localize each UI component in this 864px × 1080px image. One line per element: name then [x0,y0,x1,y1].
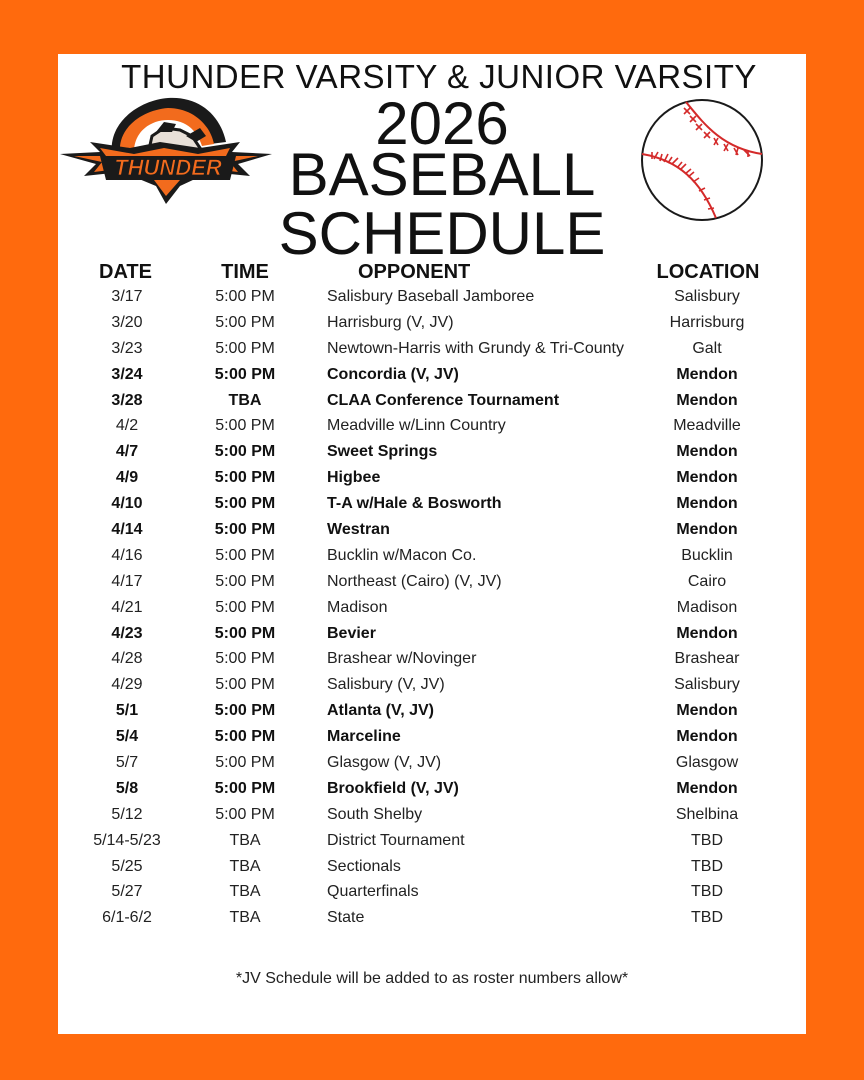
game-location: TBD [691,857,723,875]
game-location: Harrisburg [669,313,745,331]
game-opponent: Salisbury (V, JV) [327,676,445,694]
game-opponent: Bucklin w/Macon Co. [327,546,477,564]
game-date: 4/28 [111,650,143,668]
footnote: *JV Schedule will be added to as roster numbers allow* [235,970,629,987]
schedule-row [58,699,806,725]
game-date: 4/29 [111,676,143,694]
game-time: 5:00 PM [215,676,275,694]
game-opponent: Brookfield (V, JV) [327,779,459,797]
game-time: 5:00 PM [215,339,275,357]
game-opponent: Meadville w/Linn Country [327,417,506,435]
game-date: 5/12 [111,805,143,823]
game-time: 5:00 PM [215,546,275,564]
game-location: Mendon [676,728,738,746]
game-location: Mendon [676,624,738,642]
schedule-row [58,777,806,803]
game-opponent: Concordia (V, JV) [327,365,459,383]
game-date: 4/23 [111,624,143,642]
schedule-row [58,673,806,699]
game-opponent: Higbee [327,469,381,487]
heading-schedule: SCHEDULE [278,200,606,267]
game-opponent: Sweet Springs [327,443,438,461]
schedule-row [58,440,806,466]
game-time: TBA [229,857,261,875]
game-time: 5:00 PM [215,598,275,616]
column-header-location: LOCATION [656,261,760,283]
game-date: 3/20 [111,313,143,331]
schedule-row [58,647,806,673]
game-date: 5/25 [111,857,143,875]
game-location: Mendon [676,495,738,513]
game-opponent: Salisbury Baseball Jamboree [327,288,535,305]
game-location: Mendon [676,469,738,487]
game-location: Bucklin [681,546,733,564]
heading-line1: THUNDER VARSITY & JUNIOR VARSITY [121,58,757,95]
game-location: Salisbury [674,676,740,694]
game-date: 5/14-5/23 [93,831,161,849]
schedule-row [58,544,806,570]
schedule-row [58,751,806,777]
game-opponent: Atlanta (V, JV) [327,702,434,720]
schedule-row [58,622,806,648]
game-opponent: Marceline [327,728,401,746]
game-location: Mendon [676,391,738,409]
game-opponent: Quarterfinals [327,883,419,901]
game-opponent: Newtown-Harris with Grundy & Tri-County [327,339,624,357]
column-header-time: TIME [221,261,269,283]
game-opponent: Northeast (Cairo) (V, JV) [327,572,502,590]
game-location: Mendon [676,521,738,539]
game-date: 4/17 [111,572,143,590]
game-location: TBD [691,883,723,901]
game-date: 4/10 [111,495,143,513]
game-time: 5:00 PM [215,417,275,435]
game-date: 3/28 [111,391,143,409]
schedule-row [58,311,806,337]
schedule-row [58,803,806,829]
game-date: 3/23 [111,339,143,357]
game-time: 5:00 PM [215,805,275,823]
schedule-row [58,880,806,906]
schedule-table [58,285,806,932]
game-location: Galt [692,339,722,357]
game-location: Brashear [674,650,740,668]
baseball-icon [638,96,766,224]
game-time: TBA [229,831,261,849]
game-time: 5:00 PM [215,313,275,331]
game-date: 5/8 [115,779,139,797]
game-time: 5:00 PM [214,521,276,539]
game-opponent: State [327,909,365,927]
game-location: Mendon [676,779,738,797]
game-location: TBD [691,831,723,849]
game-time: 5:00 PM [214,702,276,720]
schedule-row [58,596,806,622]
schedule-row [58,414,806,440]
game-opponent: District Tournament [327,831,465,849]
game-date: 6/1-6/2 [102,909,152,927]
game-date: 5/1 [115,702,139,720]
game-opponent: T-A w/Hale & Bosworth [327,495,502,513]
game-location: TBD [691,909,723,927]
game-opponent: South Shelby [327,805,423,823]
schedule-row [58,363,806,389]
game-opponent: Glasgow (V, JV) [327,754,442,772]
game-time: 5:00 PM [215,288,275,305]
schedule-row [58,570,806,596]
logo-text: THUNDER [114,155,222,180]
game-date: 3/24 [111,365,143,383]
game-time: TBA [229,909,261,927]
game-location: Salisbury [674,288,740,305]
game-time: TBA [229,883,261,901]
game-location: Shelbina [675,805,739,823]
game-opponent: Westran [327,521,390,539]
schedule-row [58,285,806,311]
schedule-sheet [58,54,806,1034]
heading-baseball: BASEBALL [288,141,596,208]
game-date: 4/14 [111,521,143,539]
game-location: Glasgow [675,754,739,772]
game-time: 5:00 PM [215,754,275,772]
schedule-row [58,337,806,363]
game-time: 5:00 PM [214,495,276,513]
schedule-row [58,906,806,932]
game-location: Meadville [673,417,741,435]
game-location: Mendon [676,365,738,383]
game-time: 5:00 PM [214,365,276,383]
game-time: TBA [228,391,262,409]
game-date: 4/7 [115,443,139,461]
game-opponent: Sectionals [327,857,401,875]
game-location: Mendon [676,702,738,720]
schedule-row [58,855,806,881]
game-date: 4/16 [111,546,143,564]
game-date: 5/7 [115,754,139,772]
thunder-logo [60,92,272,212]
game-time: 5:00 PM [214,624,276,642]
game-time: 5:00 PM [215,572,275,590]
schedule-row [58,725,806,751]
schedule-row [58,389,806,415]
schedule-row [58,829,806,855]
game-date: 5/27 [111,883,143,901]
game-date: 4/21 [111,598,143,616]
column-header-date: DATE [99,261,152,283]
game-location: Mendon [676,443,738,461]
game-location: Cairo [687,572,727,590]
game-time: 5:00 PM [214,728,276,746]
game-date: 5/4 [115,728,139,746]
schedule-row [58,492,806,518]
game-opponent: Bevier [327,624,376,642]
game-opponent: CLAA Conference Tournament [327,391,560,409]
game-opponent: Madison [327,598,388,616]
game-time: 5:00 PM [214,443,276,461]
schedule-row [58,466,806,492]
game-date: 4/9 [115,469,139,487]
schedule-row [58,518,806,544]
game-location: Madison [676,598,738,616]
column-header-opponent: OPPONENT [358,261,471,283]
game-time: 5:00 PM [215,650,275,668]
game-time: 5:00 PM [214,469,276,487]
game-date: 4/2 [115,417,139,435]
heading-year: 2026 [375,90,509,157]
game-opponent: Brashear w/Novinger [327,650,477,668]
game-opponent: Harrisburg (V, JV) [327,313,454,331]
game-date: 3/17 [111,288,143,305]
game-time: 5:00 PM [214,779,276,797]
